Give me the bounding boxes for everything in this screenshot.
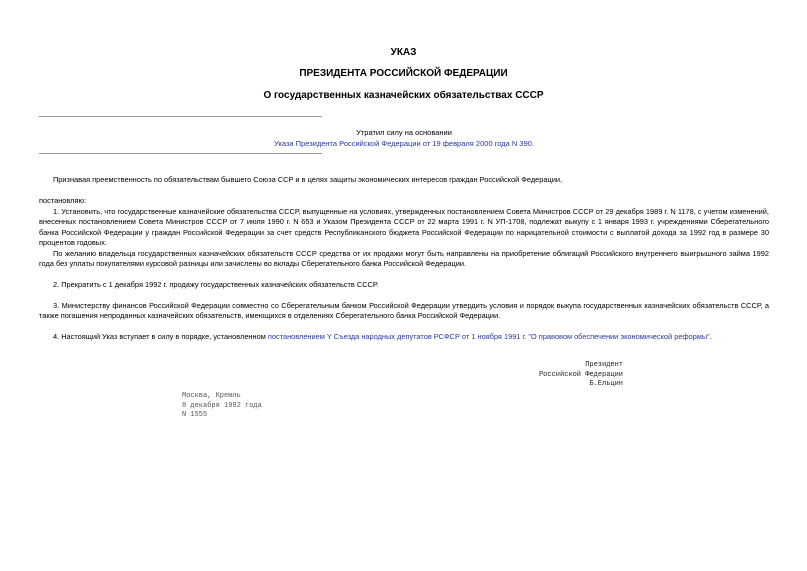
- paragraph-4: [39, 332, 769, 342]
- resolves-paragraph: постановляю:: [39, 196, 87, 205]
- congress-resolution-link[interactable]: постановлением Y Съезда народных депутатов РСФСР от 1 ноября 1991 г. "О правовом обеспечении экономической реформы": [267, 332, 710, 341]
- paragraph-1b: По желанию владельца государственных казначейских обязательств СССР средства от их продажи могут быть направлены на приобретение облигаций Российского внутреннего выигрышного займа 1992 года без уплаты покупателями курсовой разницы или зачислены во вклады Сберегательного банка Российской Федерации.: [39, 249, 769, 269]
- paragraph-1: 1. Установить, что государственные казначейские обязательства СССР, выпущенные на условиях, утвержденных постановлением Совета Министров СССР от 29 декабря 1989 г. N 1178, с учетом изменений, внесенных постановлением Совета Министров СССР от 7 июля 1990 г. N 653 и Указом Президента СССР от 22 марта 1991 г. N УП-1708, подлежат выкупу с 1 января 1993 г. учреждениями Сберегательного банка Российской Федерации у граждан Российской Федерации за счет средств Республиканского бюджета Российской Федерации по нарицательной стоимости с выплатой дохода за 1992 год в размере 30 процентов годовых.: [39, 207, 769, 247]
- date: 8 декабря 1992 года: [182, 401, 262, 410]
- repeal-notice-link-row: [200, 138, 608, 149]
- paragraph-4-text: 4. Настоящий Указ вступает в силу в порядке, установленном: [53, 332, 268, 341]
- paragraph-4-end: .: [709, 332, 712, 341]
- repeal-notice: Утратил силу на основании: [356, 128, 452, 137]
- divider-bottom: [39, 153, 322, 154]
- signature-name: Б.Ельцин: [589, 380, 623, 388]
- decree-subject: О государственных казначейских обязательствах СССР: [263, 90, 544, 101]
- place: Москва, Кремль: [182, 392, 241, 400]
- decree-number: N 1555: [182, 411, 208, 419]
- repeal-decree-link[interactable]: Указа Президента Российской Федерации от 19 февраля 2000 года N 390.: [274, 139, 534, 148]
- signature-block: [520, 361, 623, 390]
- decree-issuer: ПРЕЗИДЕНТА РОССИЙСКОЙ ФЕДЕРАЦИИ: [299, 68, 508, 79]
- paragraph-3: 3. Министерству финансов Российской Федерации совместно со Сберегательным банком Российской Федерации утвердить условия и порядок выкупа государственных казначейских обязательств СССР, а также погашения непроданных казначейских обязательств, имеющихся в отделениях Сберегательного банка Российской Федерации.: [39, 301, 769, 321]
- signature-title: Президент: [585, 361, 623, 369]
- divider-top: [39, 116, 322, 117]
- preamble-paragraph: Признавая преемственность по обязательствам бывшего Союза ССР и в целях защиты экономических интересов граждан Российской Федерации,: [53, 175, 563, 184]
- signature-country: Российской Федерации: [538, 370, 623, 379]
- decree-title: УКАЗ: [390, 47, 417, 58]
- paragraph-2: 2. Прекратить с 1 декабря 1992 г. продажу государственных казначейских обязательств СССР.: [53, 280, 379, 289]
- place-date-block: [182, 392, 262, 421]
